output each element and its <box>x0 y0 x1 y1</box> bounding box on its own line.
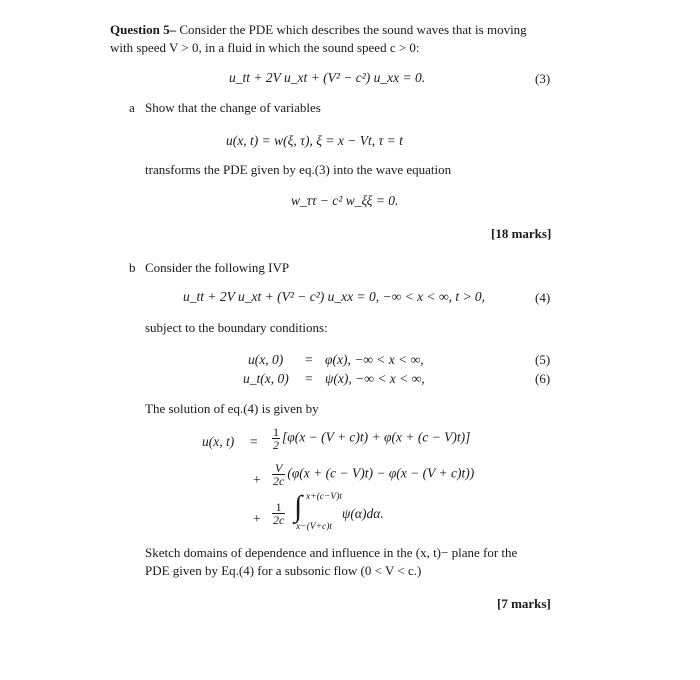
part-a-marks: [18 marks] <box>491 226 552 241</box>
sketch-text-line2: PDE given by Eq.(4) for a subsonic flow (0 < V < c.) <box>145 563 422 578</box>
v-over-2c-fraction: $\frac{V}{2c}$ <box>273 461 285 488</box>
bc6-number: (6) <box>535 371 551 386</box>
bc5-lhs: u(x, 0) <box>248 352 284 367</box>
part-b-text: Consider the following IVP <box>145 260 290 275</box>
equation-4-number: (4) <box>535 290 551 305</box>
question-intro-line2: with speed V > 0, in a fluid in which the sound speed c > 0: <box>110 40 420 55</box>
question-heading: Question 5– <box>110 22 177 37</box>
half-fraction: $\frac{1}{2}$ <box>273 425 279 452</box>
solution-line-1-text: [φ(x − (V + c)t) + φ(x + (c − V)t)] <box>282 429 471 445</box>
bc6-lhs: u_t(x, 0) <box>243 371 289 386</box>
integral-sign: ∫ <box>294 490 303 523</box>
solution-text: The solution of eq.(4) is given by <box>145 401 319 416</box>
bc5-rhs: φ(x), −∞ < x < ∞, <box>325 352 424 367</box>
bc5-equals: = <box>305 352 313 367</box>
equation-4: u_tt + 2V u_xt + (V² − c²) u_xx = 0, −∞ < x < ∞, t > 0, <box>183 289 486 304</box>
solution-line-3 <box>270 501 287 526</box>
bc5-number: (5) <box>535 352 551 367</box>
wave-equation: w_ττ − c² w_ξξ = 0. <box>291 193 399 208</box>
part-a-label: a <box>129 100 135 115</box>
equation-3-number: (3) <box>535 71 551 86</box>
solution-line-2-text: (φ(x + (c − V)t) − φ(x − (V + c)t)) <box>287 465 475 481</box>
boundary-conditions-text: subject to the boundary conditions: <box>145 320 328 335</box>
part-a-text: Show that the change of variables <box>145 100 321 115</box>
part-b-marks: [7 marks] <box>497 596 551 611</box>
integral-upper-limit: x+(c−V)t <box>306 492 343 502</box>
question-intro-line1 <box>110 22 527 38</box>
integral-lower-limit: x−(V+c)t <box>296 522 333 532</box>
intro-text-1: Consider the PDE which describes the sound waves that is moving <box>179 22 527 37</box>
solution-line-2 <box>270 462 474 487</box>
equation-3: u_tt + 2V u_xt + (V² − c²) u_xx = 0. <box>229 70 426 85</box>
part-b-label: b <box>129 260 136 275</box>
solution-equals: = <box>250 434 258 449</box>
part-a-transforms-text: transforms the PDE given by eq.(3) into the wave equation <box>145 162 452 177</box>
integrand: ψ(α)dα. <box>342 506 384 521</box>
bc6-equals: = <box>305 371 313 386</box>
one-over-2c-fraction: $\frac{1}{2c}$ <box>273 500 285 527</box>
solution-plus-2: + <box>253 511 261 526</box>
solution-line-1 <box>270 426 470 451</box>
change-of-variables: u(x, t) = w(ξ, τ), ξ = x − Vt, τ = t <box>226 133 403 148</box>
solution-plus-1: + <box>253 472 261 487</box>
bc6-rhs: ψ(x), −∞ < x < ∞, <box>325 371 425 386</box>
solution-lhs: u(x, t) <box>202 434 235 449</box>
sketch-text-line1: Sketch domains of dependence and influence in the (x, t)− plane for the <box>145 545 518 560</box>
